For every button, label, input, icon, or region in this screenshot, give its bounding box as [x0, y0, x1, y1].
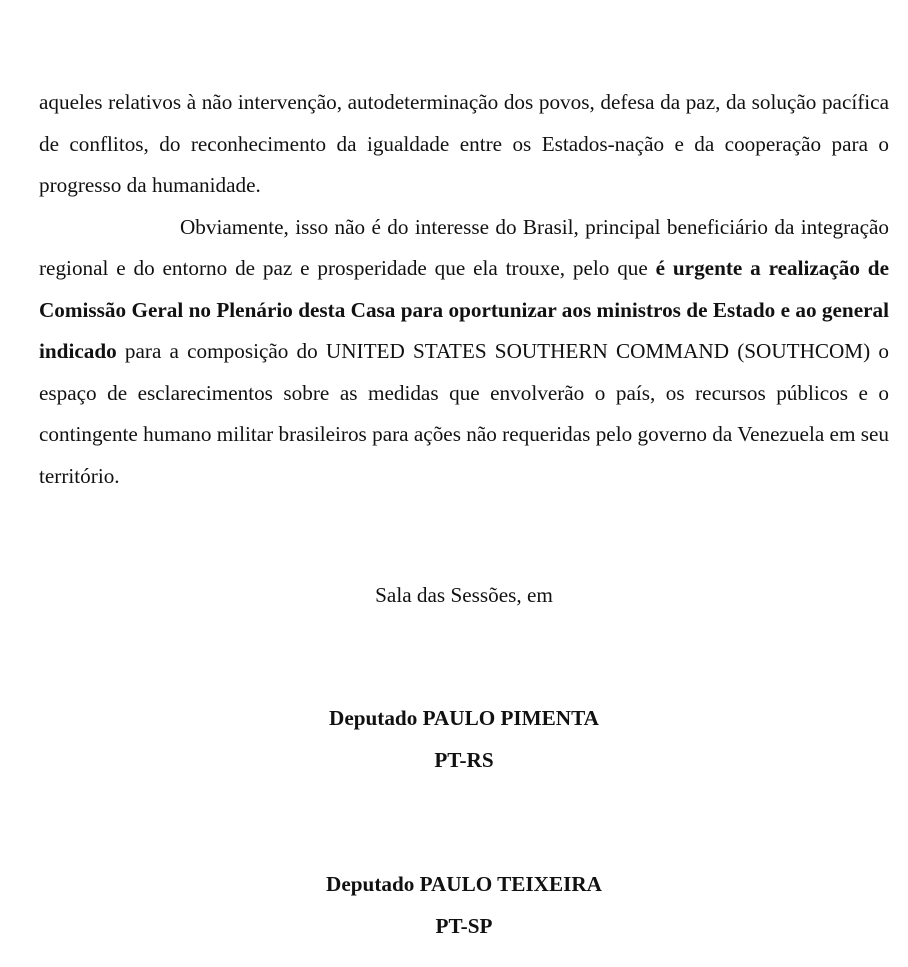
signature-block-2	[0, 864, 908, 947]
paragraph-2	[39, 207, 889, 498]
signature-name: Deputado PAULO PIMENTA	[329, 706, 599, 730]
document-body	[39, 82, 889, 497]
signature-block-1	[0, 698, 908, 781]
signature-party: PT-SP	[435, 913, 493, 938]
paragraph-1: aqueles relativos à não intervenção, autodeterminação dos povos, defesa da paz, da solução pacífica de conflitos, do reconhecimento da igualdade entre os Estados-nação e da cooperação para o progresso da humanidade.	[39, 90, 889, 197]
paragraph-2-text-start: Obviamente, isso não é do interesse do Brasil, principal beneficiário da integração regional e do entorno de paz e prosperidade que ela trouxe, pelo que	[39, 214, 889, 280]
paragraph-2-bold-text: é urgente a realização de Comissão Geral no Plenário desta Casa para oportunizar aos ministros de Estado e ao general indicado	[39, 256, 889, 363]
signature-party: PT-RS	[434, 747, 494, 772]
session-closing: Sala das Sessões, em	[375, 583, 553, 607]
signature-name: Deputado PAULO TEIXEIRA	[326, 872, 602, 896]
paragraph-2-text-end: para a composição do UNITED STATES SOUTHERN COMMAND (SOUTHCOM) o espaço de esclarecimentos sobre as medidas que envolverão o país, os recursos públicos e o contingente humano militar brasileiros para ações não requeridas pelo governo da Venezuela em seu território.	[39, 339, 889, 488]
